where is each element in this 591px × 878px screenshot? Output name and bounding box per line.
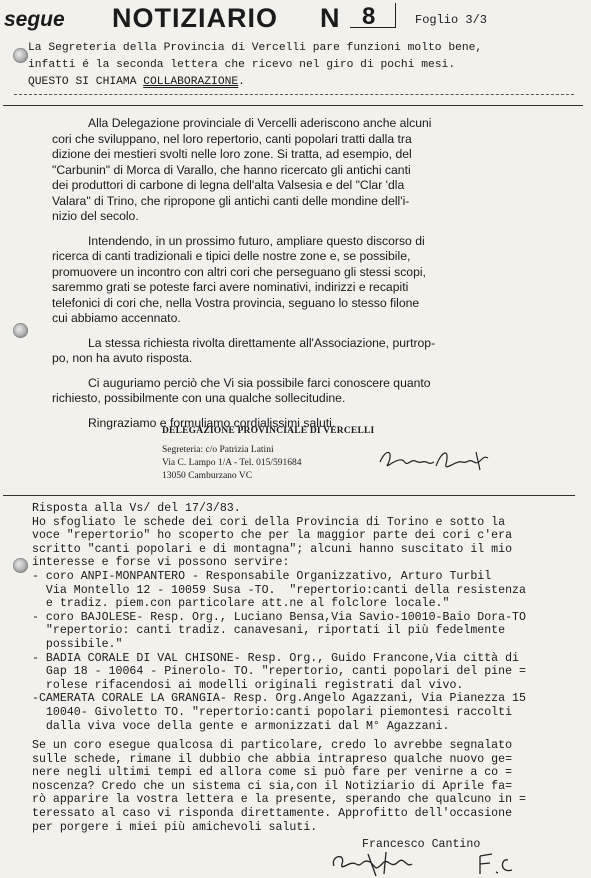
letter-line: ricerca di canti tradizionali e tipici delle nostre zone e, se possibile, — [52, 249, 411, 263]
letter-line: Ci auguriamo perciò che Vi sia possibile farci conoscere quanto — [88, 375, 431, 390]
newsletter-title: NOTIZIARIO — [112, 3, 278, 33]
binder-hole — [13, 48, 28, 63]
reply-line: rolese rifacendosi ai modelli originali registrati dal vivo. — [32, 678, 464, 692]
letter-line: nizio del secolo. — [52, 209, 139, 223]
letter-line: promuovere un incontro con altri cori che perseguano gli stessi scopi, — [52, 264, 426, 279]
reply-line: Ho sfogliato le schede dei cori della Provincia di Torino e sotto la — [32, 515, 506, 529]
letter-paragraph — [52, 376, 557, 407]
reply-line: nere negli ultimi tempi ed allora come si può fare per venirne a co = — [32, 766, 513, 780]
stamp-line: 13050 Camburzano VC — [162, 471, 253, 481]
stamp-line: Segreteria: c/o Patrizia Latini — [162, 445, 274, 455]
letter-line: cui abbiamo accennato. — [52, 311, 181, 325]
dashed-divider — [14, 94, 574, 95]
letter-line: Alla Delegazione provinciale di Vercelli aderiscono anche alcuni — [88, 116, 432, 130]
reply-line: possibile." — [32, 637, 123, 651]
reply-line: Gap 18 - 10064 - Pinerolo- TO. "repertorio, canti popolari del pine = — [32, 665, 526, 679]
reply-line: 10040- Givoletto TO. "repertorio:canti popolari piemontesi raccolti — [32, 705, 513, 719]
reply-line: - coro BAJOLESE- Resp. Org., Luciano Bensa,Via Savio-10010-Baio Dora-TO — [32, 610, 526, 624]
letter-line: Ringraziamo e formuliamo cordialissimi saluti. — [88, 415, 336, 430]
issue-number: 8 — [350, 3, 396, 28]
issue-label: N — [320, 3, 340, 33]
newsletter-header — [0, 0, 591, 40]
reply-line: e tradiz. piem.con particolare att.ne al folclore locale." — [32, 597, 450, 611]
reply-line: dalla viva voce della gente e armonizzati dal M° Agazzani. — [32, 719, 450, 733]
reply-line: - BADIA CORALE DI VAL CHISONE- Resp. Org., Guido Francone,Via città di — [32, 651, 520, 665]
intro-line: QUESTO SI CHIAMA COLLABORAZIONE. — [28, 76, 245, 88]
reply-line: teressato al caso vi risponda direttamente. Approfitto dell'occasione — [32, 807, 513, 821]
reply-line: Via Montello 12 - 10059 Susa -TO. "repertorio:canti della resistenza — [32, 583, 526, 597]
letter-line: cori che sviluppano, nel loro repertorio, canti popolari tratti dalla tra — [52, 131, 412, 146]
letter-line: "Carbunin" di Morca di Varallo, che hanno ricercato gli antichi canti — [52, 162, 411, 177]
reply-letter — [32, 502, 582, 834]
reply-line: per porgere i miei più amichevoli saluti. — [32, 820, 318, 834]
reply-line: noscenza? Credo che un sistema ci sia,con il Notiziario di Aprile fa= — [32, 779, 513, 793]
letter-paragraph — [52, 234, 557, 327]
reply-line: "repertorio: canti tradiz. canavesani, riportati il più fedelmente — [32, 624, 506, 638]
letter-line: richiesto, possibilmente con una qualche sollecitudine. — [52, 391, 346, 405]
letter-paragraph — [52, 116, 557, 225]
intro-note — [28, 40, 578, 91]
letter-line: dizione dei mestieri svolti nelle loro zone. Si tratta, ad esempio, del — [52, 147, 412, 161]
segue-label: segue — [4, 8, 65, 31]
reply-line: Se un coro esegue qualcosa di particolare, credo lo avrebbe segnalato — [32, 739, 513, 753]
reply-line: rò apparire la vostra lettera e la presente, sperando che qualcuno in = — [32, 793, 526, 807]
handwritten-signature — [328, 846, 568, 878]
binder-hole — [13, 323, 28, 338]
reply-line: - coro ANPI-MONPANTERO - Responsabile Organizzativo, Arturo Turbil — [32, 569, 492, 583]
letter-line: telefonici di cori che, nella Vostra provincia, seguano lo stesso filone — [52, 295, 420, 310]
letter-line: Valara" di Trino, che ripropone gli antichi canti delle mondine dell'i- — [52, 193, 410, 208]
intro-line: infatti é la seconda lettera che ricevo nel giro di pochi mesi. — [28, 59, 456, 71]
letter-line: Intendendo, in un prossimo futuro, ampliare questo discorso di — [88, 233, 425, 248]
page-count: Foglio 3/3 — [415, 13, 488, 27]
reply-line: -CAMERATA CORALE LA GRANGIA- Resp. Org.Angelo Agazzani, Via Pianezza 15 — [32, 692, 526, 706]
delegation-stamp — [162, 425, 374, 483]
letter-line: po, non ha avuto risposta. — [52, 351, 193, 365]
letter-line: saremmo grati se poteste farci avere nominativi, indirizzi e recapiti — [52, 280, 409, 294]
section-divider — [3, 105, 583, 106]
intro-line: La Segreteria della Provincia di Vercelli pare funzioni molto bene, — [28, 42, 483, 54]
delegation-letter — [52, 116, 557, 440]
letter-paragraph — [52, 336, 557, 367]
reply-line: sulle schede, rimane il dubbio che abbia intrapreso qualche nuovo ge= — [32, 752, 513, 766]
stamp-line: Via C. Lampo 1/A - Tel. 015/591684 — [162, 458, 302, 468]
reply-line: Risposta alla Vs/ del 17/3/83. — [32, 502, 241, 515]
binder-hole — [13, 558, 28, 573]
handwritten-signature — [376, 440, 496, 480]
stamp-title: DELEGAZIONE PROVINCIALE DI VERCELLI — [162, 426, 375, 436]
collaborazione-word: COLLABORAZIONE — [143, 76, 239, 88]
reply-line: voce "repertorio" ho scoperto che per la maggior parte dei cori c'era — [32, 529, 513, 543]
signer-name: Francesco Cantino — [362, 838, 481, 851]
reply-line: scritto "canti popolari e di montagna"; alcuni hanno suscitato il mio — [32, 542, 513, 556]
section-divider — [3, 495, 575, 496]
reply-line: interesse e forse vi possono servire: — [32, 556, 290, 570]
letter-line: La stessa richiesta rivolta direttamente all'Associazione, purtrop- — [88, 335, 436, 350]
letter-line: dei produttori di carbone di legna dell'alta Valsesia e del "Clar 'dla — [52, 178, 405, 192]
